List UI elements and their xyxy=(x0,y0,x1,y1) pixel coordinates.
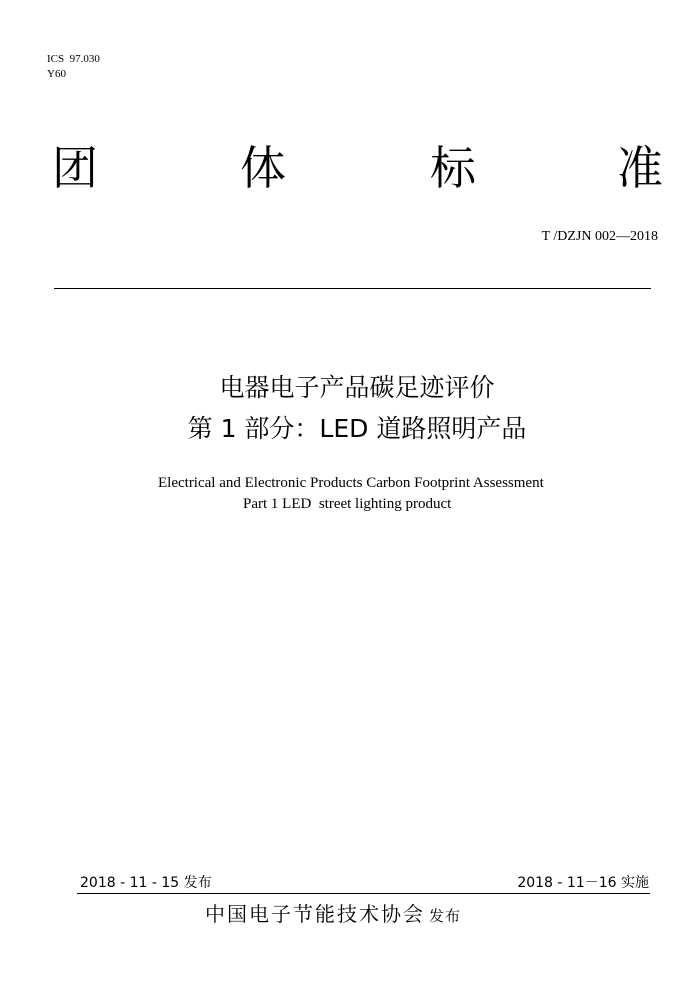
standard-type-heading xyxy=(0,140,700,200)
standard-type-char: 准 xyxy=(617,141,663,195)
title-en-line1: Electrical and Electronic Products Carbon Footprint Assessment xyxy=(158,475,544,491)
ccs-code: Y60 xyxy=(47,68,66,80)
title-cn-line1: 电器电子产品碳足迹评价 xyxy=(219,373,495,402)
publisher xyxy=(205,900,461,930)
issue-date: 2018 - 11 - 15 发布 xyxy=(80,875,212,891)
standard-type-char: 体 xyxy=(240,141,286,195)
bottom-divider xyxy=(77,893,650,894)
standard-type-char: 标 xyxy=(430,141,476,195)
standard-type-char: 团 xyxy=(52,141,98,195)
classification-codes xyxy=(47,52,100,82)
publisher-name: 中国电子节能技术协会 xyxy=(205,902,425,926)
standard-number: T /DZJN 002—2018 xyxy=(541,229,658,244)
publisher-suffix: 发布 xyxy=(429,907,462,925)
ics-code: ICS 97.030 xyxy=(47,53,100,65)
title-cn-line2: 第 1 部分：LED 道路照明产品 xyxy=(187,414,527,443)
implementation-date: 2018 - 11－16 实施 xyxy=(517,875,649,891)
top-divider xyxy=(54,288,651,289)
title-en-line2: Part 1 LED street lighting product xyxy=(243,496,452,512)
